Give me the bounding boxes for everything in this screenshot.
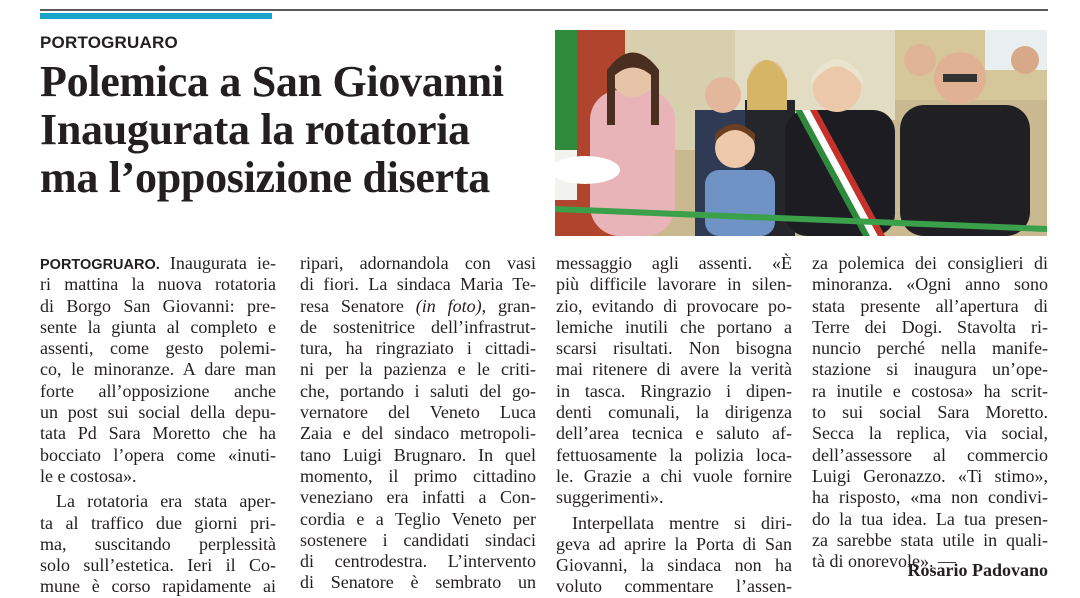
text-line: solo sull’estetica. Ieri il Co-	[40, 555, 276, 576]
text-line: le. Grazie a chi vuole fornire	[556, 465, 792, 486]
section-label: PORTOGRUARO	[40, 33, 178, 52]
text-line: de sostenitrice dell’infrastrut-	[300, 316, 536, 337]
text-line: dell’assessore al commercio	[812, 444, 1048, 465]
text-line: Luigi Geronazzo. «Ti stimo»,	[812, 465, 1048, 486]
text-line: forte all’opposizione anche	[40, 380, 276, 401]
text-line: suggerimenti».	[556, 487, 664, 508]
text-line: geva ad aprire la Porta di San	[556, 533, 792, 554]
text-line: co, le minoranze. A dare man	[40, 359, 276, 380]
text-line: Interpellata mentre si diri-	[572, 512, 792, 533]
text-line: messaggio agli assenti. «È	[556, 253, 792, 273]
text-line: di centrodestra. L’intervento	[300, 551, 536, 572]
text-line: tata Pd Sara Moretto che ha	[40, 423, 276, 444]
text-line: in tasca. Ringrazio i dipen-	[556, 380, 792, 401]
text-line: assenti, come gesto polemi-	[40, 338, 276, 359]
text-line: veneziano era infatti a Con-	[300, 487, 536, 508]
text-line: za polemica dei consiglieri di	[812, 253, 1048, 273]
text-line: ri mattina la nuova rotatoria	[40, 274, 276, 295]
article-column-1	[40, 253, 276, 598]
article-column-3	[556, 253, 792, 598]
text-line: ma, suscitando perplessità	[40, 533, 276, 554]
text-line: un post sui social della depu-	[40, 402, 276, 423]
text-line: che, portando i saluti del go-	[300, 380, 536, 401]
text-line: Terre dei Dogi. Stavolta ri-	[812, 316, 1048, 337]
article-column-2	[300, 253, 536, 594]
article-kicker: PORTOGRUARO.	[40, 257, 160, 273]
text-line: stata presente all’apertura di	[812, 295, 1048, 316]
text-line: mai ritenere di avere la verità	[556, 359, 792, 380]
text-line: mune è corso rapidamente ai	[40, 576, 276, 597]
text-line: sente la giunta al completo e	[40, 316, 276, 337]
text-line: denti comunali, la dirigenza	[556, 402, 792, 423]
text-line: to sui social Sara Moretto.	[812, 402, 1048, 423]
text-line: bocciato l’opera come «inuti-	[40, 444, 276, 465]
text-line: Giovanni, la sindaca non ha	[556, 555, 792, 576]
headline	[40, 58, 540, 202]
headline-line: ma l’opposizione diserta	[40, 153, 490, 202]
text-line: tano Luigi Brugnaro. In quel	[300, 444, 536, 465]
text-line: vernatore del Veneto Luca	[300, 402, 536, 423]
text-line: ripari, adornandola con vasi	[300, 253, 536, 273]
headline-line: Polemica a San Giovanni	[40, 57, 504, 106]
text-line: Zaia e del sindaco metropoli-	[300, 423, 536, 444]
text-line: più difficile lavorare in silen-	[556, 274, 792, 295]
text-line: minoranza. «Ogni anno sono	[812, 274, 1048, 295]
text-line: di Borgo San Giovanni: pre-	[40, 295, 276, 316]
text-line: cordia e a Teglio Veneto per	[300, 508, 536, 529]
text-line: dell’area tecnica e saluto af-	[556, 423, 792, 444]
text-line: ni per la pazienza e le criti-	[300, 359, 536, 380]
article-photo	[555, 30, 1047, 236]
text-line: ra inutile e costosa» ha scrit-	[812, 380, 1048, 401]
text-line: La rotatoria era stata aper-	[56, 491, 276, 512]
byline: Rosario Padovano	[907, 560, 1048, 580]
text-line: zio, evitando di provocare po-	[556, 295, 792, 316]
headline-line: Inaugurata la rotatoria	[40, 105, 470, 154]
text-line: ha risposto, «ma non condivi-	[812, 487, 1048, 508]
article-column-4	[812, 253, 1048, 572]
text-line: PORTOGRUARO. Inaugurata ie-	[40, 253, 276, 273]
text-line: fettuosamente la polizia loca-	[556, 444, 792, 465]
text-line: scarsi risultati. Non bisogna	[556, 338, 792, 359]
top-rule	[40, 9, 1048, 11]
text-line: le e costosa».	[40, 465, 137, 486]
text-line: za sarebbe stata utile in quali-	[812, 529, 1048, 550]
text-line: di Senatore è sembrato un	[300, 572, 536, 593]
text-line: do la tua idea. La tua presen-	[812, 508, 1048, 529]
text-line: stazione si inaugura un’ope-	[812, 359, 1048, 380]
text-line: Secca la replica, via social,	[812, 423, 1048, 444]
section-accent-bar	[40, 13, 272, 19]
text-line: momento, il primo cittadino	[300, 465, 536, 486]
text-line: lemiche inutili che portano a	[556, 316, 792, 337]
photo-illustration	[555, 30, 1047, 236]
text-line: ta al traffico due giorni pri-	[40, 512, 276, 533]
text-line: tà di onorevole». —	[812, 551, 956, 572]
text-line: resa Senatore (in foto), gran-	[300, 295, 536, 316]
text-line: tura, ha ringraziato i cittadi-	[300, 338, 536, 359]
text-line: nuncio perché nella manife-	[812, 338, 1048, 359]
text-line: sostenere i candidati sindaci	[300, 529, 536, 550]
text-line: di fiori. La sindaca Maria Te-	[300, 274, 536, 295]
text-line: voluto commentare l’assen-	[556, 576, 792, 597]
photo-reference: (in foto)	[415, 295, 482, 316]
